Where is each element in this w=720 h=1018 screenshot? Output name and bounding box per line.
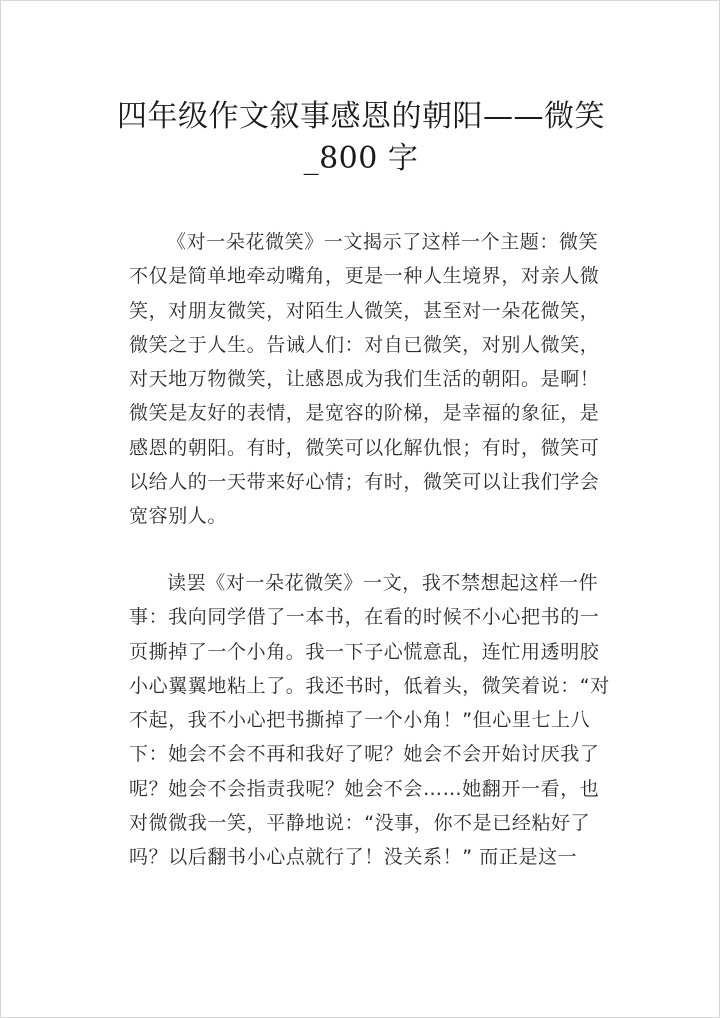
paragraph-line: 读罢《对一朵花微笑》一文，我不禁想起这样一件 (167, 572, 599, 594)
paragraph-line: 呢？她会不会指责我呢？她会不会……她翻开一看，也 (129, 777, 600, 800)
paragraph-2 (129, 566, 610, 875)
title-line-2: _800 字 (303, 141, 419, 176)
paragraph-line: 以给人的一天带来好心情；有时，微笑可以让我们学会 (129, 471, 600, 494)
paragraph-line: 事：我向同学借了一本书，在看的时候不小心把书的一 (129, 606, 600, 629)
paragraph-line: 吗？以后翻书小心点就行了！没关系！” 而正是这一 (129, 846, 578, 869)
paragraph-1 (129, 225, 605, 534)
paragraph-line: 对天地万物微笑，让感恩成为我们生活的朝阳。是啊！ (129, 368, 600, 391)
paragraph-line: 不仅是简单地牵动嘴角，更是一种人生境界，对亲人微 (129, 265, 600, 288)
paragraph-line: 不起，我不小心把书撕掉了一个小角！”但心里七上八 (129, 709, 591, 732)
paragraph-line: 《对一朵花微笑》一文揭示了这样一个主题：微笑 (167, 231, 599, 253)
paragraph-line: 下：她会不会不再和我好了呢？她会不会开始讨厌我了 (129, 743, 600, 766)
paragraph-line: 宽容别人。 (129, 505, 228, 528)
paragraph-line: 微笑是友好的表情，是宽容的阶梯，是幸福的象征，是 (129, 402, 600, 425)
title-line-1: 四年级作文叙事感恩的朝阳——微笑 (117, 99, 605, 134)
paragraph-line: 对微微我一笑，平静地说：“没事，你不是已经粘好了 (129, 812, 591, 835)
paragraph-line: 笑，对朋友微笑，对陌生人微笑，甚至对一朵花微笑， (129, 299, 600, 322)
paragraph-line: 微笑之于人生。告诫人们：对自已微笑，对别人微笑， (129, 333, 600, 356)
paragraph-line: 页撕掉了一个小角。我一下子心慌意乱，连忙用透明胶 (129, 640, 600, 663)
paragraph-line: 小心翼翼地粘上了。我还书时，低着头，微笑着说：“对 (129, 674, 610, 697)
paragraph-line: 感恩的朝阳。有时，微笑可以化解仇恨；有时，微笑可 (129, 436, 600, 459)
